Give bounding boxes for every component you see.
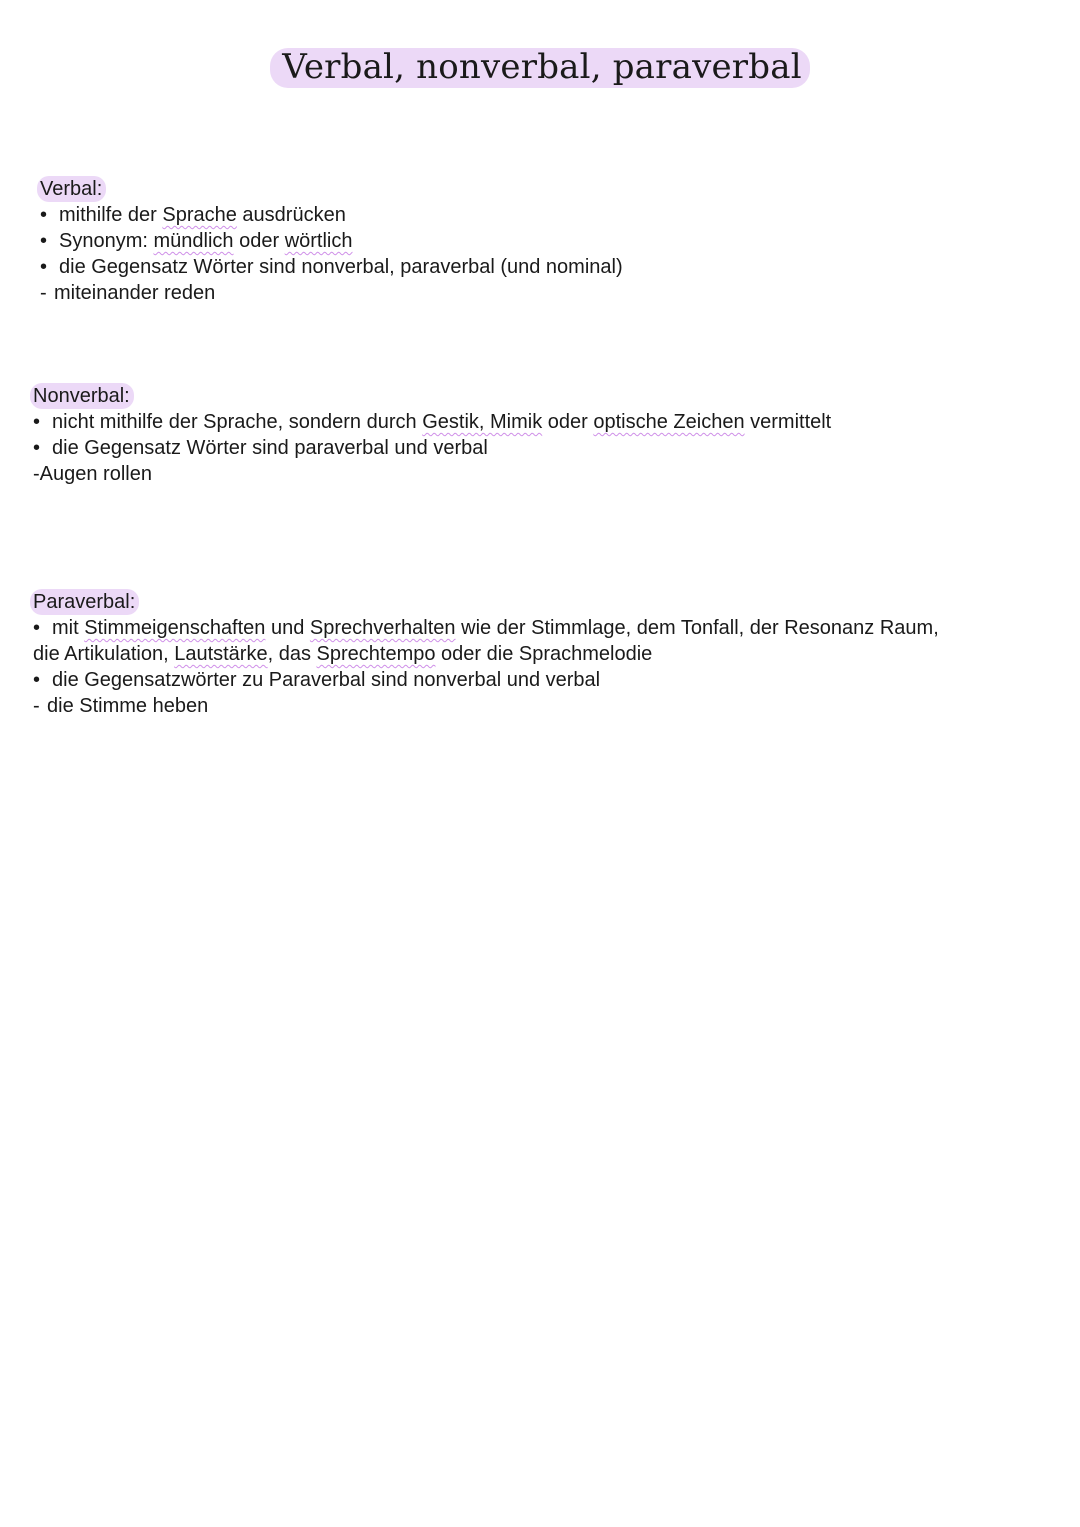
list-item-continuation: [33, 641, 1033, 667]
list-item: [33, 667, 1033, 693]
example-item: [33, 693, 1033, 719]
bullet-icon: •: [33, 437, 41, 459]
list-item: [33, 615, 1033, 641]
list-item: [33, 435, 831, 461]
list-item: [40, 228, 623, 254]
text-segment: Augen rollen: [39, 463, 152, 485]
bullet-icon: •: [40, 230, 48, 252]
bullet-icon: •: [40, 256, 48, 278]
text-segment: oder: [233, 230, 285, 252]
bullet-icon: •: [33, 411, 41, 433]
bullet-icon: •: [40, 204, 48, 226]
dash-icon: -: [33, 695, 40, 717]
example-item: [40, 280, 623, 306]
list-item: [40, 254, 623, 280]
underlined-term: Gestik, Mimik: [422, 411, 543, 433]
section-paraverbal: [33, 589, 1033, 719]
underlined-term: mündlich: [153, 230, 234, 252]
underlined-term: optische Zeichen: [593, 411, 745, 433]
text-segment: miteinander reden: [54, 282, 216, 304]
underlined-term: Sprache: [162, 204, 237, 226]
section-verbal: [40, 176, 623, 306]
text-segment: vermittelt: [744, 411, 832, 433]
bullet-icon: •: [33, 617, 41, 639]
bullet-icon: •: [33, 669, 41, 691]
dash-icon: -: [33, 463, 40, 485]
text-segment: oder die Sprachmelodie: [435, 643, 653, 665]
underlined-term: wörtlich: [284, 230, 353, 252]
section-heading-verbal: Verbal:: [37, 176, 106, 202]
text-segment: die Artikulation,: [33, 643, 175, 665]
text-segment: , das: [267, 643, 317, 665]
text-segment: ausdrücken: [236, 204, 346, 226]
text-segment: mithilfe der: [59, 204, 163, 226]
text-segment: die Gegensatz Wörter sind nonverbal, paraverbal (und nominal): [59, 256, 623, 278]
underlined-term: Sprechtempo: [316, 643, 436, 665]
section-nonverbal: [33, 383, 831, 487]
text-segment: und: [265, 617, 310, 639]
underlined-term: Stimmeigenschaften: [84, 617, 266, 639]
text-segment: wie der Stimmlage, dem Tonfall, der Resonanz Raum,: [455, 617, 939, 639]
text-segment: mit: [52, 617, 85, 639]
underlined-term: Lautstärke: [174, 643, 268, 665]
text-segment: nicht mithilfe der Sprache, sondern durch: [52, 411, 423, 433]
example-item: [33, 461, 831, 487]
underlined-term: Sprechverhalten: [309, 617, 456, 639]
section-heading-paraverbal: Paraverbal:: [30, 589, 139, 615]
text-segment: oder: [542, 411, 594, 433]
text-segment: die Gegensatz Wörter sind paraverbal und verbal: [52, 437, 488, 459]
text-segment: Synonym:: [59, 230, 154, 252]
title-container: [0, 48, 1080, 88]
dash-icon: -: [40, 282, 47, 304]
text-segment: die Stimme heben: [47, 695, 209, 717]
list-item: [40, 202, 623, 228]
section-heading-nonverbal: Nonverbal:: [30, 383, 134, 409]
list-item: [33, 409, 831, 435]
page-title: Verbal, nonverbal, paraverbal: [270, 48, 810, 88]
text-segment: die Gegensatzwörter zu Paraverbal sind nonverbal und verbal: [52, 669, 601, 691]
